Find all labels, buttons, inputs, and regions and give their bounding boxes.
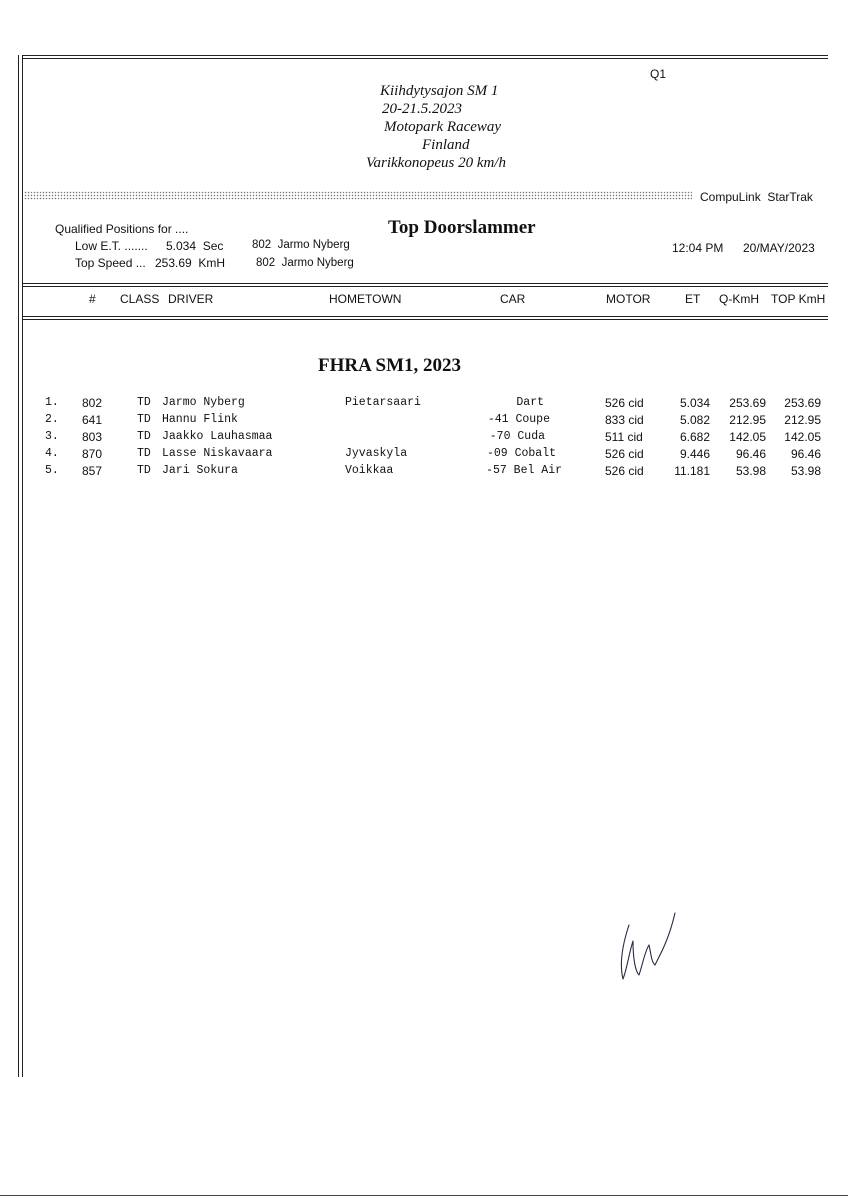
low-et-label: Low E.T. ....... [75, 239, 148, 253]
left-margin-line [18, 55, 19, 1077]
bottom-rule [0, 1195, 848, 1196]
result-topkmh: 53.98 [790, 464, 821, 478]
section-title: FHRA SM1, 2023 [318, 355, 462, 376]
result-number: 802 [82, 396, 103, 410]
col-qkmh: Q-KmH [719, 292, 759, 306]
result-topkmh: 96.46 [790, 447, 821, 461]
table-row [0, 430, 848, 447]
result-car: -57 Bel Air [486, 464, 562, 477]
result-car: -41 Coupe [487, 413, 550, 426]
result-qkmh: 253.69 [729, 396, 766, 410]
result-qkmh: 142.05 [729, 430, 766, 444]
result-topkmh: 212.95 [784, 413, 821, 427]
result-et: 5.082 [679, 413, 710, 427]
top-rule [22, 55, 828, 56]
header-separator [22, 283, 828, 284]
top-speed-label: Top Speed ... [75, 256, 146, 270]
result-motor: 526 cid [605, 464, 644, 478]
top-speed-value: 253.69 KmH [155, 256, 226, 270]
result-class: TD [137, 396, 151, 409]
result-position: 3. [45, 430, 59, 443]
result-class: TD [137, 464, 151, 477]
col-class: CLASS [120, 292, 160, 306]
result-car: -09 Cobalt [486, 447, 556, 460]
low-et-holder: 802 Jarmo Nyberg [252, 239, 350, 251]
result-class: TD [137, 413, 151, 426]
result-topkmh: 142.05 [784, 430, 821, 444]
result-driver: Jarmo Nyberg [162, 396, 245, 409]
table-row [0, 464, 848, 481]
result-car: Dart [516, 396, 544, 409]
col-et: ET [685, 292, 701, 306]
event-pit-speed: Varikkonopeus 20 km/h [366, 155, 506, 171]
result-position: 5. [45, 464, 59, 477]
result-car: -70 Cuda [489, 430, 545, 443]
qualified-label: Qualified Positions for .... [55, 222, 189, 236]
result-motor: 833 cid [605, 413, 644, 427]
signature [615, 905, 685, 985]
col-num: # [89, 292, 96, 306]
table-row [0, 396, 848, 413]
top-rule-2 [22, 58, 828, 59]
event-country: Finland [422, 137, 470, 153]
event-info [366, 82, 586, 172]
result-position: 2. [45, 413, 59, 426]
result-qkmh: 96.46 [735, 447, 766, 461]
report-date: 20/MAY/2023 [743, 241, 815, 255]
column-head-rule-2 [22, 319, 828, 320]
result-et: 6.682 [679, 430, 710, 444]
qualifier-code: Q1 [650, 67, 667, 81]
result-driver: Jari Sokura [162, 464, 238, 477]
event-dates: 20-21.5.2023 [382, 101, 462, 117]
result-motor: 526 cid [605, 447, 644, 461]
result-qkmh: 53.98 [735, 464, 766, 478]
result-et: 5.034 [679, 396, 710, 410]
col-hometown: HOMETOWN [329, 292, 402, 306]
result-driver: Jaakko Lauhasmaa [162, 430, 273, 443]
dotted-band [24, 191, 692, 200]
result-driver: Lasse Niskavaara [162, 447, 273, 460]
class-title: Top Doorslammer [388, 217, 536, 238]
result-motor: 526 cid [605, 396, 644, 410]
result-position: 4. [45, 447, 59, 460]
result-number: 870 [82, 447, 103, 461]
result-motor: 511 cid [605, 430, 643, 444]
table-row [0, 447, 848, 464]
result-class: TD [137, 447, 151, 460]
column-head-rule [22, 316, 828, 317]
table-row [0, 413, 848, 430]
result-number: 641 [82, 413, 103, 427]
result-hometown: Voikkaa [345, 464, 394, 477]
result-qkmh: 212.95 [729, 413, 766, 427]
report-time: 12:04 PM [672, 241, 724, 255]
col-topkmh: TOP KmH [771, 292, 826, 306]
top-speed-holder: 802 Jarmo Nyberg [256, 257, 354, 269]
result-topkmh: 253.69 [784, 396, 821, 410]
event-venue: Motopark Raceway [384, 119, 502, 135]
event-title: Kiihdytysajon SM 1 [380, 83, 499, 99]
col-car: CAR [500, 292, 526, 306]
header-separator-2 [22, 286, 828, 287]
result-number: 803 [82, 430, 103, 444]
result-class: TD [137, 430, 151, 443]
col-driver: DRIVER [168, 292, 214, 306]
result-et: 11.181 [674, 464, 710, 478]
system-name: CompuLink StarTrak [700, 190, 813, 204]
result-position: 1. [45, 396, 59, 409]
result-driver: Hannu Flink [162, 413, 238, 426]
result-hometown: Pietarsaari [345, 396, 421, 409]
low-et-value: 5.034 Sec [166, 239, 224, 253]
result-number: 857 [82, 464, 103, 478]
result-et: 9.446 [679, 447, 710, 461]
left-margin-line-inner [22, 55, 23, 1077]
col-motor: MOTOR [606, 292, 651, 306]
result-hometown: Jyvaskyla [345, 447, 408, 460]
